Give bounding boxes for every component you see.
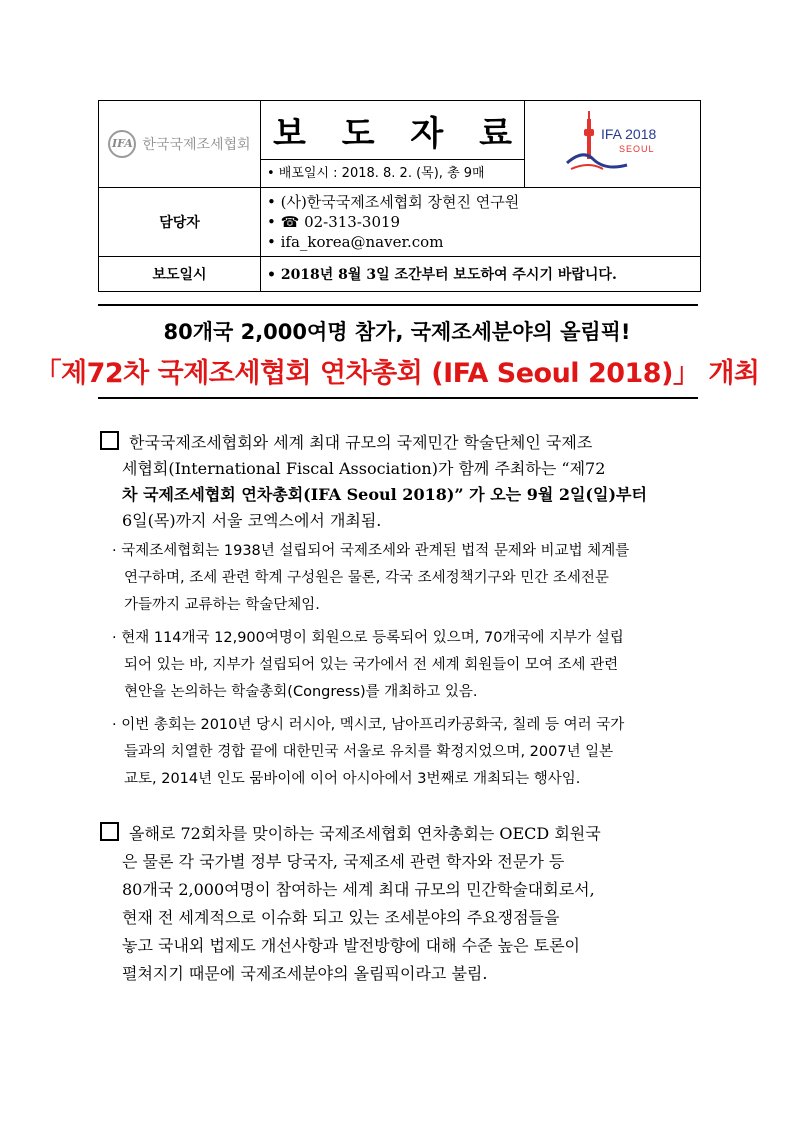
- section2-line: 현재 전 세계적으로 이슈화 되고 있는 조세분야의 주요쟁점들을: [122, 908, 560, 927]
- bullet-line: · 현재 114개국 12,900여명이 회원으로 등록되어 있으며, 70개국에 지부가 설립: [112, 630, 624, 646]
- top-rule: [98, 304, 698, 306]
- contact-phone: • ☎ 02-313-3019: [267, 213, 401, 231]
- bullet-line: · 이번 총회는 2010년 당시 러시아, 멕시코, 남아프리카공화국, 칠레 등 여러 국가: [112, 717, 625, 733]
- checkbox-square-icon: [100, 431, 119, 450]
- headline-sub: 80개국 2,000여명 참가, 국제조세분야의 올림픽!: [163, 320, 631, 344]
- contact-line: • (사)한국국제조세협회 장현진 연구원: [267, 193, 520, 211]
- event-logo-name: IFA 2018: [600, 126, 656, 142]
- ifa-2018-seoul-logo-icon: [553, 105, 673, 179]
- section1-bullets: [112, 538, 702, 799]
- contact-label: 담당자: [99, 188, 261, 257]
- bullet-line: 교토, 2014년 인도 뭄바이에 이어 아시아에서 3번째로 개최되는 행사임.: [124, 771, 581, 787]
- org-logo-cell: [99, 101, 261, 188]
- section1-line: [100, 430, 702, 456]
- checkbox-square-icon: [100, 822, 119, 841]
- broadcast-label: 보도일시: [99, 257, 261, 292]
- section2-line: 펼쳐지기 때문에 국제조세분야의 올림픽이라고 불림.: [122, 964, 488, 983]
- event-logo-city: SEOUL: [618, 144, 655, 154]
- contact-email: • ifa_korea@naver.com: [267, 233, 444, 251]
- ifa-logo-icon: IFA: [108, 130, 136, 158]
- section1-line: 세협회(International Fiscal Association)가 함께 주최하는 “제72: [122, 459, 606, 478]
- page-title: 보 도 자 료: [261, 101, 524, 160]
- header-table: [98, 100, 701, 292]
- section2-line: 은 물론 각 국가별 정부 당국자, 국제조세 관련 학자와 전문가 등: [122, 852, 565, 871]
- bullet-line: 가들까지 교류하는 학술단체임.: [124, 597, 320, 613]
- section2-paragraph: [100, 820, 702, 988]
- event-logo-cell: [525, 101, 701, 188]
- bottom-rule: [98, 397, 698, 399]
- section2-line: [100, 820, 702, 848]
- title-cell: [261, 101, 525, 188]
- bullet-line: 현안을 논의하는 학술총회(Congress)를 개최하고 있음.: [124, 684, 478, 700]
- bullet-line: 연구하며, 조세 관련 학계 구성원은 물론, 각국 조세정책기구와 민간 조세전문: [124, 570, 609, 586]
- broadcast-text: • 2018년 8월 3일 조간부터 보도하여 주시기 바랍니다.: [261, 257, 701, 292]
- section1-line: 차 국제조세협회 연차총회(IFA Seoul 2018)” 가 오는 9월 2일(일)부터: [122, 485, 647, 504]
- bullet-line: · 국제조세협회는 1938년 설립되어 국제조세와 관계된 법적 문제와 비교법 체계를: [112, 543, 630, 559]
- bullet-line: 되어 있는 바, 지부가 설립되어 있는 국가에서 전 세계 회원들이 모여 조세 관련: [124, 657, 619, 673]
- distribution-date: • 배포일시 : 2018. 8. 2. (목), 총 9매: [267, 166, 485, 181]
- org-logo: [108, 130, 250, 158]
- section1-line-text: 한국국제조세협회와 세계 최대 규모의 국제민간 학술단체인 국제조: [129, 433, 593, 452]
- section1-line: 6일(목)까지 서울 코엑스에서 개최됨.: [122, 511, 382, 530]
- bullet-item: [112, 538, 702, 619]
- contact-info: [261, 188, 701, 257]
- section2-line: 놓고 국내외 법제도 개선사항과 발전방향에 대해 수준 높은 토론이: [122, 936, 581, 955]
- section2-line-text: 올해로 72회차를 맞이하는 국제조세협회 연차총회는 OECD 회원국: [129, 824, 601, 843]
- section1-paragraph: [100, 430, 702, 534]
- headline-main: 「제72차 국제조세협회 연차총회 (IFA Seoul 2018)」 개최: [34, 358, 760, 389]
- bullet-item: [112, 712, 702, 793]
- org-logo-text: 한국국제조세협회: [142, 137, 251, 153]
- bullet-item: [112, 625, 702, 706]
- section2-line: 80개국 2,000여명이 참여하는 세계 최대 규모의 민간학술대회로서,: [122, 880, 595, 899]
- bullet-line: 들과의 치열한 경합 끝에 대한민국 서울로 유치를 확정지었으며, 2007년 일본: [124, 744, 614, 760]
